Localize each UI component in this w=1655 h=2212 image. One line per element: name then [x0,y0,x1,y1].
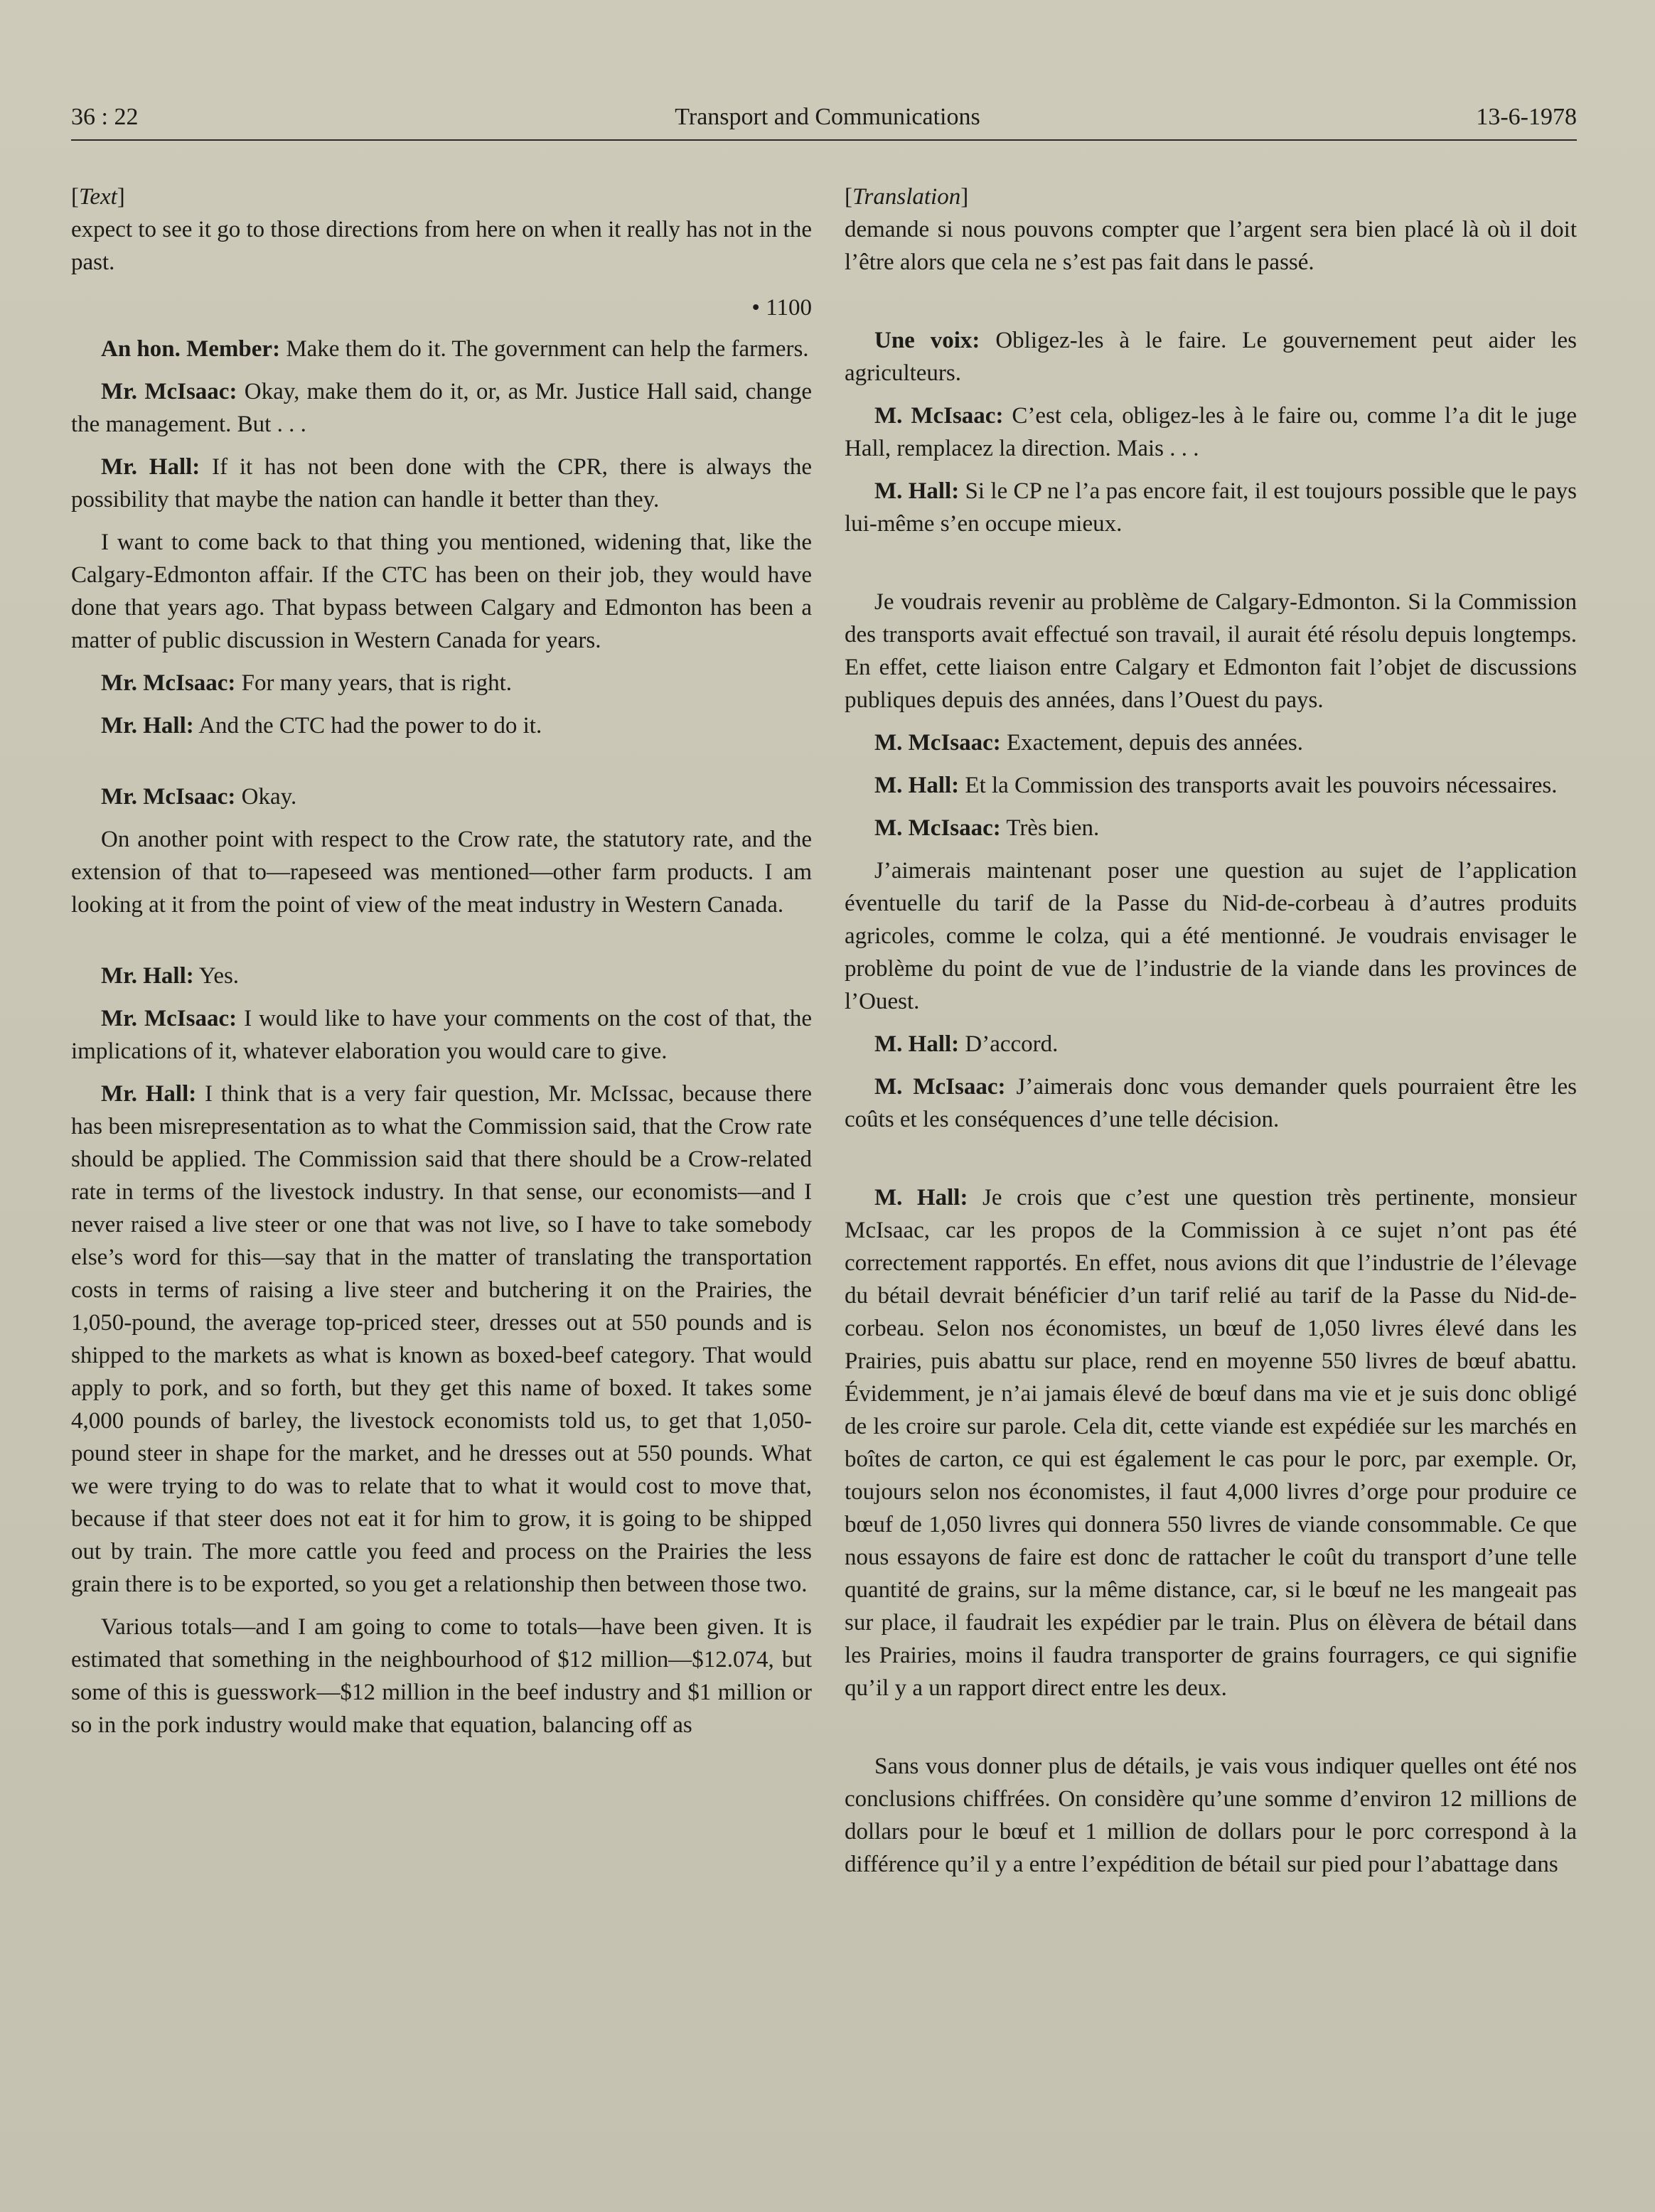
speaker: M. Hall: [874,1031,960,1057]
header-rule [71,139,1577,141]
paragraph: M. Hall: Et la Commission des transports avait les pouvoirs nécessaires. [874,773,1558,798]
paragraph: Une voix: Obligez-les à le faire. Le gouvernement peut aider les agriculteurs. [845,328,1577,386]
speaker: Mr. McIsaac: [101,379,237,404]
speaker: Mr. McIsaac: [101,784,236,810]
paragraph: Mr. Hall: And the CTC had the power to do it. [101,713,542,739]
page-number: 36 : 22 [71,104,139,130]
paragraph: M. McIsaac: J’aimerais donc vous demander quels pourraient être les coûts et les conséquences d’une telle décision. [845,1074,1578,1132]
paragraph: M. Hall: Je crois que c’est une question très pertinente, monsieur McIsaac, car les propos de la Commission à ce sujet n’ont pas été correctement rapportés. En effet, nous avions dit que l’industrie de l’élevage du bétail devrait bénéficier d’un tarif relié au tarif de la Passe du Nid-de-corbeau. Selon nos économistes, un bœuf de 1,050 livres élevé dans les Prairies, puis abattu sur place, rend en moyenne 550 livres de bœuf abattu. Évidemment, je n’ai jamais élevé de bœuf dans ma vie et je suis donc obligé de les croire sur parole. Cela dit, cette viande est expédiée sur les marchés en boîtes de carton, ce qui est également le cas pour le porc, par exemple. Or, toujours selon nos économistes, il faut 4,000 livres d’orge pour produire ce bœuf de 1,050 livres qui donnera 550 livres de viande consommable. Ce que nous essayons de faire est donc de rattacher le coût du transport d’une telle quantité de grains, sur la même distance, car, si le bœuf ne les mangeait pas sur place, il faudrait les expédier par le train. Plus on élèvera de bétail dans les Prairies, moins il faudra transporter de grains fourragers, ce qui signifie qu’il y a un rapport direct entre les deux. [845,1185,1577,1701]
speaker: Mr. Hall: [101,713,194,739]
time-marker: • 1100 [751,295,812,321]
paragraph: Mr. Hall: Yes. [101,963,240,989]
paragraph: M. Hall: Si le CP ne l’a pas encore fait, il est toujours possible que le pays lui-même s’en occupe mieux. [845,478,1577,537]
paragraph: Mr. McIsaac: I would like to have your comments on the cost of that, the implications of it, whatever elaboration you would care to give. [71,1006,812,1064]
section-label: [Translation] [845,184,969,210]
speaker: Mr. Hall: [101,963,194,989]
speaker: M. Hall: [874,1185,968,1210]
english-column [71,181,812,1741]
paragraph: J’aimerais maintenant poser une question au sujet de l’application éventuelle du tarif de la Passe du Nid-de-corbeau à d’autres produits agricoles, comme le colza, qui a été mentionné. Je voudrais envisager le problème du point de vue de l’industrie de la viande dans les provinces de l’Ouest. [845,858,1577,1014]
speaker: An hon. Member: [101,336,281,362]
paragraph: Mr. Hall: If it has not been done with the CPR, there is always the possibility that maybe the nation can handle it better than they. [71,454,813,512]
speaker: Une voix: [874,328,980,353]
speaker: M. McIsaac: [874,815,1001,841]
french-column [845,181,1577,1881]
speaker: M. Hall: [874,478,960,504]
paragraph: Various totals—and I am going to come to totals—have been given. It is estimated that something in the neighbourhood of $12 million—$12.074, but some of this is guesswork—$12 million in the beef industry and $1 million or so in the pork industry would make that equation, balancing off as [71,1614,812,1738]
paragraph: demande si nous pouvons compter que l’argent sera bien placé là où il doit l’être alors que cela ne s’est pas fait dans le passé. [845,217,1577,275]
paragraph: Je voudrais revenir au problème de Calgary-Edmonton. Si la Commission des transports avait effectué son travail, il aurait été résolu depuis longtemps. En effet, cette liaison entre Calgary et Edmonton fait l’objet de discussions publiques depuis des années, dans l’Ouest du pays. [845,589,1577,713]
speaker: M. McIsaac: [874,730,1001,756]
paragraph: M. Hall: D’accord. [874,1031,1059,1057]
speaker: Mr. Hall: [101,454,200,480]
speaker: Mr. Hall: [101,1081,197,1107]
paragraph: Mr. McIsaac: For many years, that is right. [101,670,512,696]
paragraph: Mr. McIsaac: Okay, make them do it, or, as Mr. Justice Hall said, change the management. But . . . [71,379,812,437]
paragraph: expect to see it go to those directions from here on when it really has not in the past. [71,217,812,275]
paragraph: Sans vous donner plus de détails, je vais vous indiquer quelles ont été nos conclusions chiffrées. On considère qu’une somme d’environ 12 millions de dollars pour le bœuf et 1 million de dollars pour le porc correspond à la différence qu’il y a entre l’expédition de bétail sur pied pour l’abattage dans [845,1754,1577,1877]
paragraph: M. McIsaac: Très bien. [874,815,1100,841]
section-label: [Text] [71,184,125,210]
speaker: M. McIsaac: [874,403,1004,429]
paragraph: Mr. McIsaac: Okay. [101,784,297,810]
paragraph: M. McIsaac: C’est cela, obligez-les à le faire ou, comme l’a dit le juge Hall, remplacez la direction. Mais . . . [845,403,1577,461]
header-date: 13-6-1978 [1476,104,1577,130]
running-title: Transport and Communications [675,104,980,130]
speaker: Mr. McIsaac: [101,670,236,696]
paragraph: I want to come back to that thing you mentioned, widening that, like the Calgary-Edmonton affair. If the CTC has been on their job, they would have done that years ago. That bypass between Calgary and Edmonton has been a matter of public discussion in Western Canada for years. [71,530,812,653]
speaker: M. McIsaac: [874,1074,1006,1100]
paragraph: M. McIsaac: Exactement, depuis des années. [874,730,1303,756]
paragraph: Mr. Hall: I think that is a very fair question, Mr. McIssac, because there has been misrepresentation as to what the Commission said, that the Crow rate should be applied. The Commission said that there should be a Crow-related rate in terms of the livestock industry. In that sense, our economists—and I never raised a live steer or one that was not live, so I have to take somebody else’s word for this—say that in the matter of translating the transportation costs in terms of raising a live steer and butchering it on the Prairies, the 1,050-pound, the average top-priced steer, dresses out at 550 pounds and is shipped to the markets as what is known as boxed-beef category. That would apply to pork, and so forth, but they get this name of boxed. It takes some 4,000 pounds of barley, the livestock economists told us, to get that 1,050-pound steer in shape for the market, and he dresses out at 550 pounds. What we were trying to do was to relate that to what it would cost to move that, because if that steer does not eat it for him to grow, it is going to be shipped out by train. The more cattle you feed and process on the Prairies the less grain there is to be exported, so you get a relationship then between those two. [71,1081,813,1597]
paragraph: On another point with respect to the Crow rate, the statutory rate, and the extension of that to—rapeseed was mentioned—other farm products. I am looking at it from the point of view of the meat industry in Western Canada. [71,827,812,918]
speaker: Mr. McIsaac: [101,1006,237,1031]
paragraph: An hon. Member: Make them do it. The government can help the farmers. [101,336,809,362]
speaker: M. Hall: [874,773,960,798]
